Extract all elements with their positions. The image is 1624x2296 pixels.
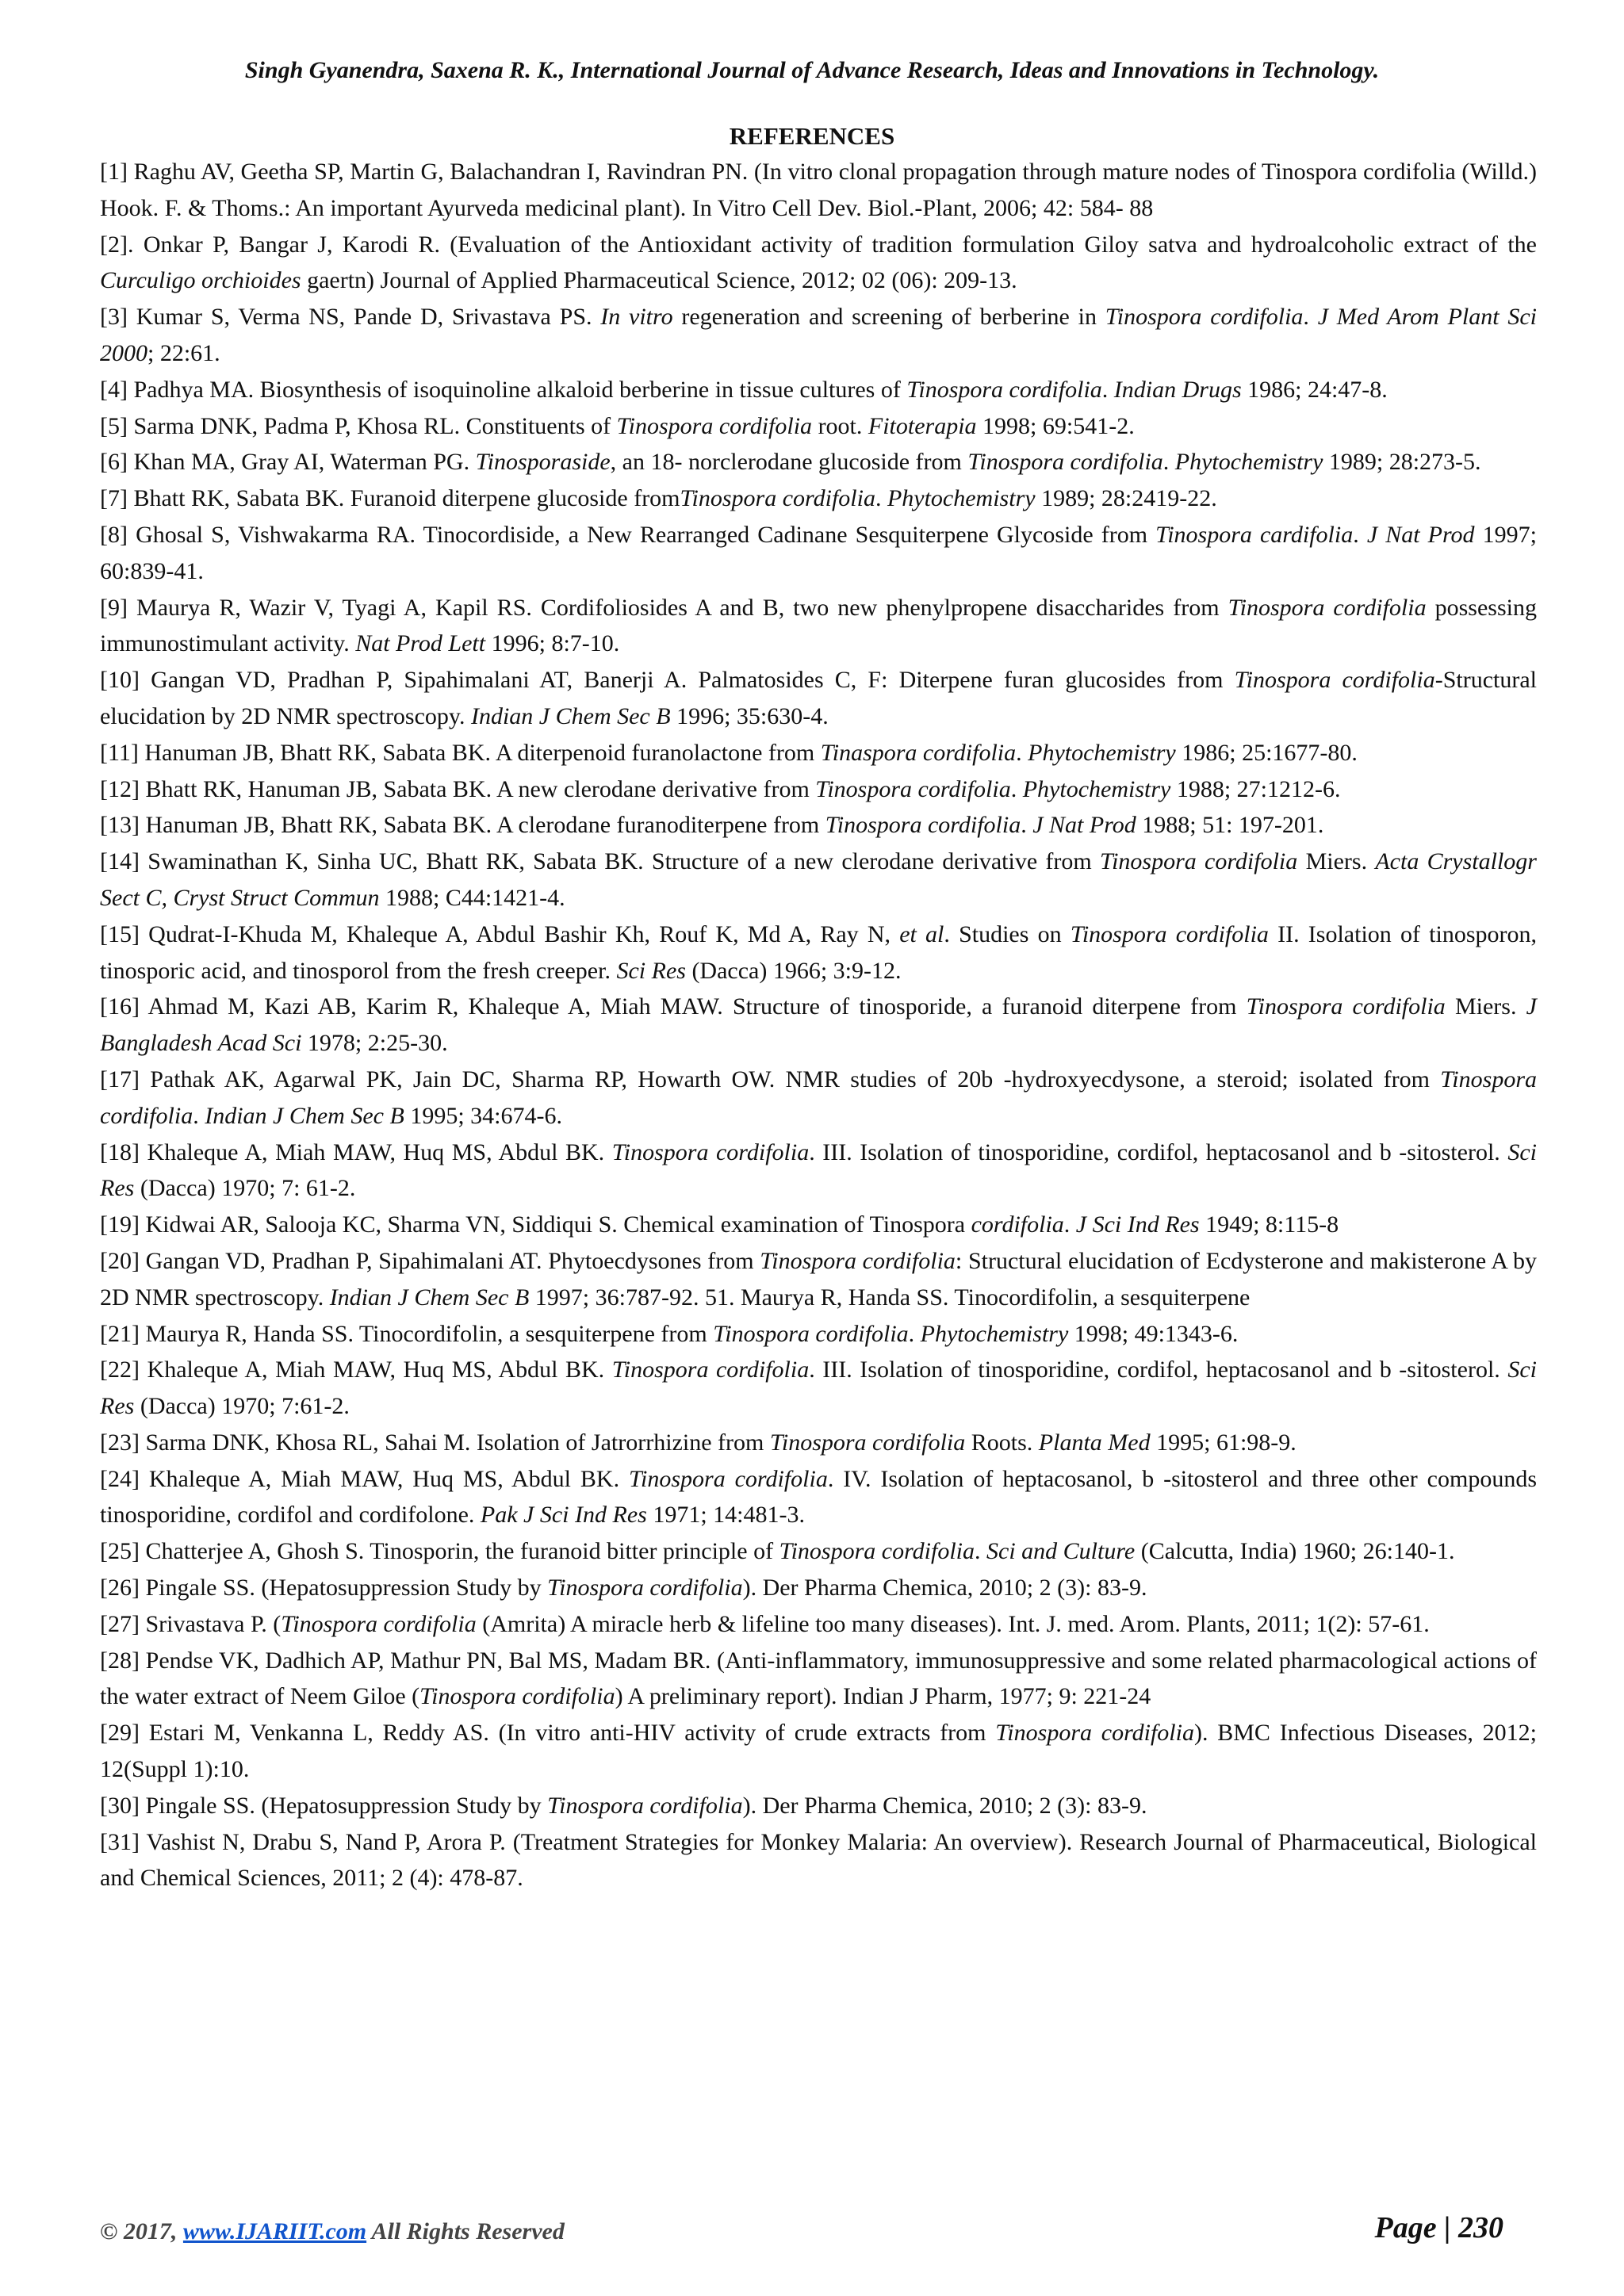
reference-text: 1989; 28:273-5.: [1323, 449, 1481, 476]
reference-text: [21] Maurya R, Handa SS. Tinocordifolin, a sesquiterpene from: [100, 1320, 714, 1347]
reference-item: [100, 1135, 1537, 1207]
reference-text: [19] Kidwai AR, Salooja KC, Sharma VN, Siddiqui S. Chemical examination of Tinospora: [100, 1211, 971, 1238]
reference-text: [27] Srivastava P. (: [100, 1610, 282, 1637]
reference-italic-text: Sci Res: [100, 1138, 1537, 1202]
reference-item: [100, 1243, 1537, 1316]
reference-italic-text: Tinospora cordifolia: [1234, 667, 1435, 694]
reference-text: [31] Vashist N, Drabu S, Nand P, Arora P. (Treatment Strategies for Monkey Malaria: An overview). Research Journal of Pharmaceutical, Biological and Chemical Sciences, 2011; 2 (4): 478-87.: [100, 1828, 1537, 1892]
reference-italic-text: J Nat Prod: [1366, 521, 1475, 548]
reference-italic-text: Tinospora cordifolia: [680, 485, 875, 512]
reference-text: .: [975, 1538, 986, 1565]
reference-item: [100, 1788, 1537, 1824]
reference-text: 1988; 27:1212-6.: [1170, 775, 1341, 802]
reference-text: 1998; 49:1343-6.: [1068, 1320, 1239, 1347]
reference-text: 1988; 51: 197-201.: [1136, 812, 1324, 839]
reference-italic-text: cordifolia: [971, 1211, 1064, 1238]
reference-italic-text: J Sci Ind Res: [1075, 1211, 1200, 1238]
reference-italic-text: Acta Crystallogr Sect C, Cryst Struct Commun: [100, 848, 1537, 911]
reference-italic-text: Tinospora cordifolia: [611, 1138, 810, 1165]
reference-text: 1995; 34:674-6.: [404, 1102, 562, 1129]
reference-text: II. Isolation of tinosporon, tinosporic acid, and tinosporol from the fresh creeper.: [100, 920, 1537, 984]
reference-text: [6] Khan MA, Gray AI, Waterman PG.: [100, 449, 476, 476]
reference-text: .: [1303, 304, 1318, 331]
reference-italic-text: Planta Med: [1038, 1429, 1151, 1456]
reference-text: .: [1353, 521, 1367, 548]
reference-text: [18] Khaleque A, Miah MAW, Huq MS, Abdul BK.: [100, 1138, 612, 1165]
copyright-suffix: All Rights Reserved: [366, 2218, 565, 2244]
reference-italic-text: Tinospora cordifolia: [825, 812, 1021, 839]
reference-item: [100, 771, 1537, 808]
reference-item: [100, 1533, 1537, 1570]
reference-text: .: [1010, 775, 1023, 802]
reference-item: [100, 916, 1537, 989]
reference-italic-text: Tinospora cordifolia: [547, 1792, 743, 1819]
reference-item: [100, 735, 1537, 771]
running-header: Singh Gyanendra, Saxena R. K., International Journal of Advance Research, Ideas and Innovations in Technology.: [244, 57, 1380, 83]
reference-text: [2]. Onkar P, Bangar J, Karodi R. (Evaluation of the Antioxidant activity of tradition formulation Giloy satva and hydroalcoholic extract of the: [100, 231, 1537, 258]
reference-text: . III. Isolation of tinosporidine, cordifol, heptacosanol and b -sitosterol.: [809, 1138, 1508, 1165]
reference-text: 1989; 28:2419-22.: [1035, 485, 1217, 512]
reference-italic-text: Tinospora cordifolia: [1070, 920, 1269, 947]
reference-italic-text: Tinospora cordifolia: [815, 775, 1011, 802]
reference-item: [100, 807, 1537, 844]
reference-text: ). Der Pharma Chemica, 2010; 2 (3): 83-9.: [742, 1575, 1147, 1601]
reference-text: 1971; 14:481-3.: [646, 1502, 805, 1529]
reference-italic-text: Tinospora cordifolia: [906, 376, 1102, 403]
reference-item: [100, 1207, 1537, 1243]
reference-italic-text: Tinospora cordifolia: [769, 1429, 966, 1456]
reference-text: . IV. Isolation of heptacosanol, b -sitosterol and three other compounds tinosporidine, cordifol and cordifolone.: [100, 1465, 1537, 1529]
reference-text: [5] Sarma DNK, Padma P, Khosa RL. Constituents of: [100, 412, 617, 439]
reference-text: [24] Khaleque A, Miah MAW, Huq MS, Abdul BK.: [100, 1465, 629, 1492]
reference-text: [9] Maurya R, Wazir V, Tyagi A, Kapil RS. Cordifoliosides A and B, two new phenylpropene disaccharides from: [100, 594, 1228, 621]
reference-item: [100, 1352, 1537, 1425]
reference-italic-text: Tinospora cordifolia: [628, 1465, 828, 1492]
reference-italic-text: Tinospora cordifolia: [419, 1683, 615, 1710]
reference-text: [14] Swaminathan K, Sinha UC, Bhatt RK, Sabata BK. Structure of a new clerodane derivative from: [100, 848, 1101, 875]
reference-text: [11] Hanuman JB, Bhatt RK, Sabata BK. A diterpenoid furanolactone from: [100, 739, 821, 766]
copyright-footer: [100, 2218, 565, 2245]
reference-italic-text: Phytochemistry: [887, 485, 1036, 512]
reference-text: [26] Pingale SS. (Hepatosuppression Study by: [100, 1575, 548, 1601]
reference-text: ). BMC Infectious Diseases, 2012; 12(Suppl 1):10.: [100, 1720, 1537, 1783]
reference-italic-text: Tinospora cardifolia: [1155, 521, 1354, 548]
reference-text: (Dacca) 1966; 3:9-12.: [685, 957, 902, 984]
reference-italic-text: Tinospora cordifolia: [100, 1066, 1537, 1129]
reference-item: [100, 154, 1537, 227]
reference-text: ) A preliminary report). Indian J Pharm, 1977; 9: 221-24: [615, 1683, 1151, 1710]
reference-italic-text: Tinospora cordifolia: [713, 1320, 909, 1347]
reference-text: ). Der Pharma Chemica, 2010; 2 (3): 83-9.: [742, 1792, 1147, 1819]
reference-text: .: [1162, 449, 1175, 476]
reference-text: 1949; 8:115-8: [1199, 1211, 1339, 1238]
reference-text: .: [1021, 812, 1033, 839]
reference-italic-text: Indian J Chem Sec B: [205, 1102, 404, 1129]
reference-item: [100, 1570, 1537, 1606]
reference-text: (Dacca) 1970; 7: 61-2.: [134, 1175, 356, 1202]
reference-text: Miers.: [1297, 848, 1376, 875]
reference-italic-text: Sci and Culture: [986, 1538, 1136, 1565]
reference-italic-text: Tinospora cordifolia: [760, 1247, 956, 1274]
reference-text: [12] Bhatt RK, Hanuman JB, Sabata BK. A new clerodane derivative from: [100, 775, 816, 802]
reference-text: ; 22:61.: [147, 339, 220, 366]
reference-text: regeneration and screening of berberine in: [672, 304, 1105, 331]
reference-text: 1978; 2:25-30.: [301, 1030, 448, 1057]
reference-text: 1997; 36:787-92. 51. Maurya R, Handa SS. Tinocordifolin, a sesquiterpene: [529, 1284, 1251, 1311]
reference-text: 1986; 25:1677-80.: [1175, 739, 1358, 766]
reference-text: [20] Gangan VD, Pradhan P, Sipahimalani AT. Phytoecdysones from: [100, 1247, 760, 1274]
reference-text: [1] Raghu AV, Geetha SP, Martin G, Balachandran I, Ravindran PN. (In vitro clonal propagation through mature nodes of Tinospora cordifolia (Willd.) Hook. F. & Thoms.: An important Ayurveda medicinal plant). In Vitro Cell Dev. Biol.-Plant, 2006; 42: 584- 88: [100, 159, 1537, 221]
reference-item: [100, 480, 1537, 517]
reference-italic-text: Tinospora cordifolia: [616, 412, 813, 439]
reference-text: : Structural elucidation of Ecdysterone and makisterone A by 2D NMR spectroscopy.: [100, 1247, 1537, 1311]
reference-item: [100, 227, 1537, 300]
reference-item: [100, 989, 1537, 1062]
reference-text: 1986; 24:47-8.: [1241, 376, 1388, 403]
reference-text: . Studies on: [944, 920, 1071, 947]
reference-italic-text: Indian J Chem Sec B: [329, 1284, 530, 1311]
reference-text: root.: [812, 412, 868, 439]
reference-italic-text: Tinospora cordifolia: [281, 1610, 477, 1637]
reference-italic-text: Tinospora cordifolia: [547, 1575, 743, 1601]
reference-italic-text: Tinospora cordifolia: [779, 1538, 975, 1565]
reference-text: [16] Ahmad M, Kazi AB, Karim R, Khaleque A, Miah MAW. Structure of tinosporide, a furanoid diterpene from: [100, 993, 1247, 1020]
reference-item: [100, 590, 1537, 663]
reference-italic-text: Phytochemistry: [920, 1320, 1069, 1347]
reference-text: [3] Kumar S, Verma NS, Pande D, Srivastava PS.: [100, 304, 601, 331]
reference-italic-text: Indian J Chem Sec B: [470, 702, 671, 729]
reference-italic-text: Tinospora cordifolia: [1105, 304, 1304, 331]
reference-text: [22] Khaleque A, Miah MAW, Huq MS, Abdul BK.: [100, 1357, 612, 1383]
reference-italic-text: Tinospora cordifolia: [995, 1720, 1194, 1747]
reference-text: .: [908, 1320, 921, 1347]
reference-item: [100, 1606, 1537, 1643]
reference-item: [100, 517, 1537, 590]
reference-italic-text: Tinaspora cordifolia: [820, 739, 1017, 766]
reference-italic-text: Tinospora cordifolia: [611, 1357, 810, 1383]
reference-text: [13] Hanuman JB, Bhatt RK, Sabata BK. A clerodane furanoditerpene from: [100, 812, 825, 839]
reference-item: [100, 408, 1537, 445]
reference-italic-text: Tinospora cordifolia: [1100, 848, 1298, 875]
reference-text: [7] Bhatt RK, Sabata BK. Furanoid diterpene glucoside from: [100, 485, 680, 512]
reference-text: [25] Chatterjee A, Ghosh S. Tinosporin, the furanoid bitter principle of: [100, 1538, 779, 1565]
reference-item: [100, 844, 1537, 916]
reference-text: [29] Estari M, Venkanna L, Reddy AS. (In vitro anti-HIV activity of crude extracts from: [100, 1720, 996, 1747]
reference-italic-text: J Bangladesh Acad Sci: [100, 993, 1537, 1057]
reference-item: [100, 1643, 1537, 1716]
reference-italic-text: Curculigo orchioides: [100, 267, 301, 294]
reference-text: [28] Pendse VK, Dadhich AP, Mathur PN, Bal MS, Madam BR. (Anti-inflammatory, immunosuppressive and some related pharmacological actions of the water extract of Neem Giloe (: [100, 1647, 1537, 1710]
reference-text: .: [1063, 1211, 1076, 1238]
reference-italic-text: Phytochemistry: [1022, 775, 1171, 802]
reference-italic-text: Sci Res: [616, 957, 686, 984]
reference-text: (Calcutta, India) 1960; 26:140-1.: [1135, 1538, 1455, 1565]
reference-text: 1996; 35:630-4.: [670, 702, 829, 729]
reference-italic-text: Phytochemistry: [1028, 739, 1176, 766]
reference-text: .: [193, 1102, 205, 1129]
reference-italic-text: J Med Arom Plant Sci 2000: [100, 304, 1538, 366]
reference-text: Roots.: [965, 1429, 1039, 1456]
reference-item: [100, 662, 1537, 735]
reference-italic-text: Tinosporaside: [475, 449, 611, 476]
reference-text: .: [1101, 376, 1114, 403]
reference-item: [100, 1062, 1537, 1135]
reference-item: [100, 1715, 1537, 1788]
reference-text: .: [1016, 739, 1028, 766]
reference-text: gaertn) Journal of Applied Pharmaceutical Science, 2012; 02 (06): 209-13.: [301, 267, 1017, 294]
reference-italic-text: Tinospora cordifolia: [967, 449, 1163, 476]
reference-italic-text: Phytochemistry: [1174, 449, 1323, 476]
reference-text: [23] Sarma DNK, Khosa RL, Sahai M. Isolation of Jatrorrhizine from: [100, 1429, 770, 1456]
reference-italic-text: In vitro: [600, 304, 673, 331]
reference-item: [100, 1461, 1537, 1534]
reference-item: [100, 1824, 1537, 1897]
reference-text: (Amrita) A miracle herb & lifeline too many diseases). Int. J. med. Arom. Plants, 2011; 1(2): 57-61.: [476, 1610, 1430, 1637]
reference-italic-text: Indian Drugs: [1113, 376, 1242, 403]
references-heading: REFERENCES: [729, 122, 895, 150]
reference-text: (Dacca) 1970; 7:61-2.: [134, 1393, 350, 1420]
reference-item: [100, 372, 1537, 408]
reference-italic-text: Tinospora cordifolia: [1228, 594, 1427, 621]
reference-text: [8] Ghosal S, Vishwakarma RA. Tinocordiside, a New Rearranged Cadinane Sesquiterpene Glycoside from: [100, 521, 1156, 548]
reference-text: 1997; 60:839-41.: [100, 521, 1537, 584]
reference-list: [100, 154, 1537, 1896]
reference-text: . III. Isolation of tinosporidine, cordifol, heptacosanol and b -sitosterol.: [809, 1357, 1508, 1383]
reference-text: 1995; 61:98-9.: [1150, 1429, 1297, 1456]
reference-text: 1988; C44:1421-4.: [379, 884, 565, 911]
reference-item: [100, 1316, 1537, 1353]
reference-item: [100, 444, 1537, 480]
reference-italic-text: Fitoterapia: [868, 412, 977, 439]
reference-italic-text: Tinospora cordifolia: [1246, 993, 1446, 1020]
reference-italic-text: Pak J Sci Ind Res: [480, 1502, 647, 1529]
reference-text: -Structural elucidation by 2D NMR spectroscopy.: [100, 667, 1538, 729]
reference-item: [100, 299, 1537, 372]
reference-text: [4] Padhya MA. Biosynthesis of isoquinoline alkaloid berberine in tissue cultures of: [100, 376, 907, 403]
reference-text: [30] Pingale SS. (Hepatosuppression Study by: [100, 1792, 548, 1819]
reference-item: [100, 1425, 1537, 1461]
reference-text: 1998; 69:541-2.: [976, 412, 1135, 439]
reference-italic-text: Nat Prod Lett: [355, 630, 486, 657]
reference-text: possessing immunostimulant activity.: [100, 594, 1537, 657]
page-number: Page | 230: [1374, 2211, 1503, 2244]
reference-text: [10] Gangan VD, Pradhan P, Sipahimalani AT, Banerji A. Palmatosides C, F: Diterpene furan glucosides from: [100, 667, 1235, 694]
reference-italic-text: J Nat Prod: [1032, 812, 1136, 839]
site-link[interactable]: www.IJARIIT.com: [182, 2218, 367, 2244]
reference-text: [15] Qudrat-I-Khuda M, Khaleque A, Abdul Bashir Kh, Rouf K, Md A, Ray N,: [100, 920, 900, 947]
reference-text: 1996; 8:7-10.: [485, 630, 620, 657]
reference-italic-text: et al: [899, 920, 944, 947]
reference-text: , an 18- norclerodane glucoside from: [610, 449, 968, 476]
reference-text: .: [875, 485, 887, 512]
reference-text: [17] Pathak AK, Agarwal PK, Jain DC, Sharma RP, Howarth OW. NMR studies of 20b -hydroxyecdysone, a steroid; isolated from: [100, 1066, 1441, 1093]
copyright-prefix: © 2017,: [100, 2218, 183, 2244]
reference-text: Miers.: [1445, 993, 1526, 1020]
reference-italic-text: Sci Res: [100, 1357, 1537, 1420]
